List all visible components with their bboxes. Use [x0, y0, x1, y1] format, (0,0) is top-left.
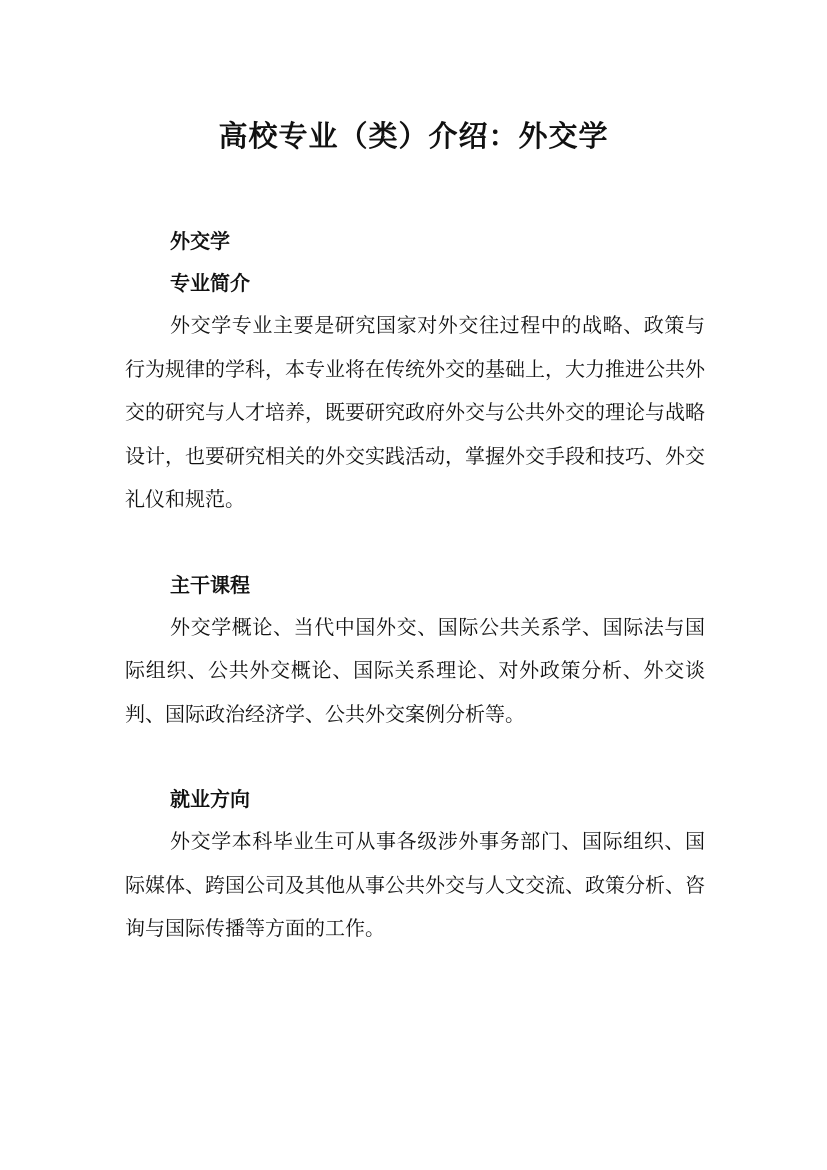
section-spacer	[125, 522, 705, 564]
career-paragraph: 外交学本科毕业生可从事各级涉外事务部门、国际组织、国际媒体、跨国公司及其他从事公共外交与人文交流、政策分析、咨询与国际传播等方面的工作。	[125, 829, 705, 940]
courses-paragraph: 外交学概论、当代中国外交、国际公共关系学、国际法与国际组织、公共外交概论、国际关系理论、对外政策分析、外交谈判、国际政治经济学、公共外交案例分析等。	[125, 614, 705, 726]
courses-heading: 主干课程	[170, 572, 250, 597]
intro-paragraph: 外交学专业主要是研究国家对外交往过程中的战略、政策与行为规律的学科，本专业将在传统外交的基础上，大力推进公共外交的研究与人才培养，既要研究政府外交与公共外交的理论与战略设计，也要研究相关的外交实践活动，掌握外交手段和技巧、外交礼仪和规范。	[125, 313, 705, 511]
page-title: 高校专业（类）介绍：外交学	[218, 119, 609, 153]
career-heading: 就业方向	[170, 787, 250, 811]
major-name-heading: 外交学	[170, 229, 230, 253]
section-spacer	[125, 736, 705, 778]
intro-heading: 专业简介	[170, 271, 250, 295]
document-body	[125, 220, 705, 951]
